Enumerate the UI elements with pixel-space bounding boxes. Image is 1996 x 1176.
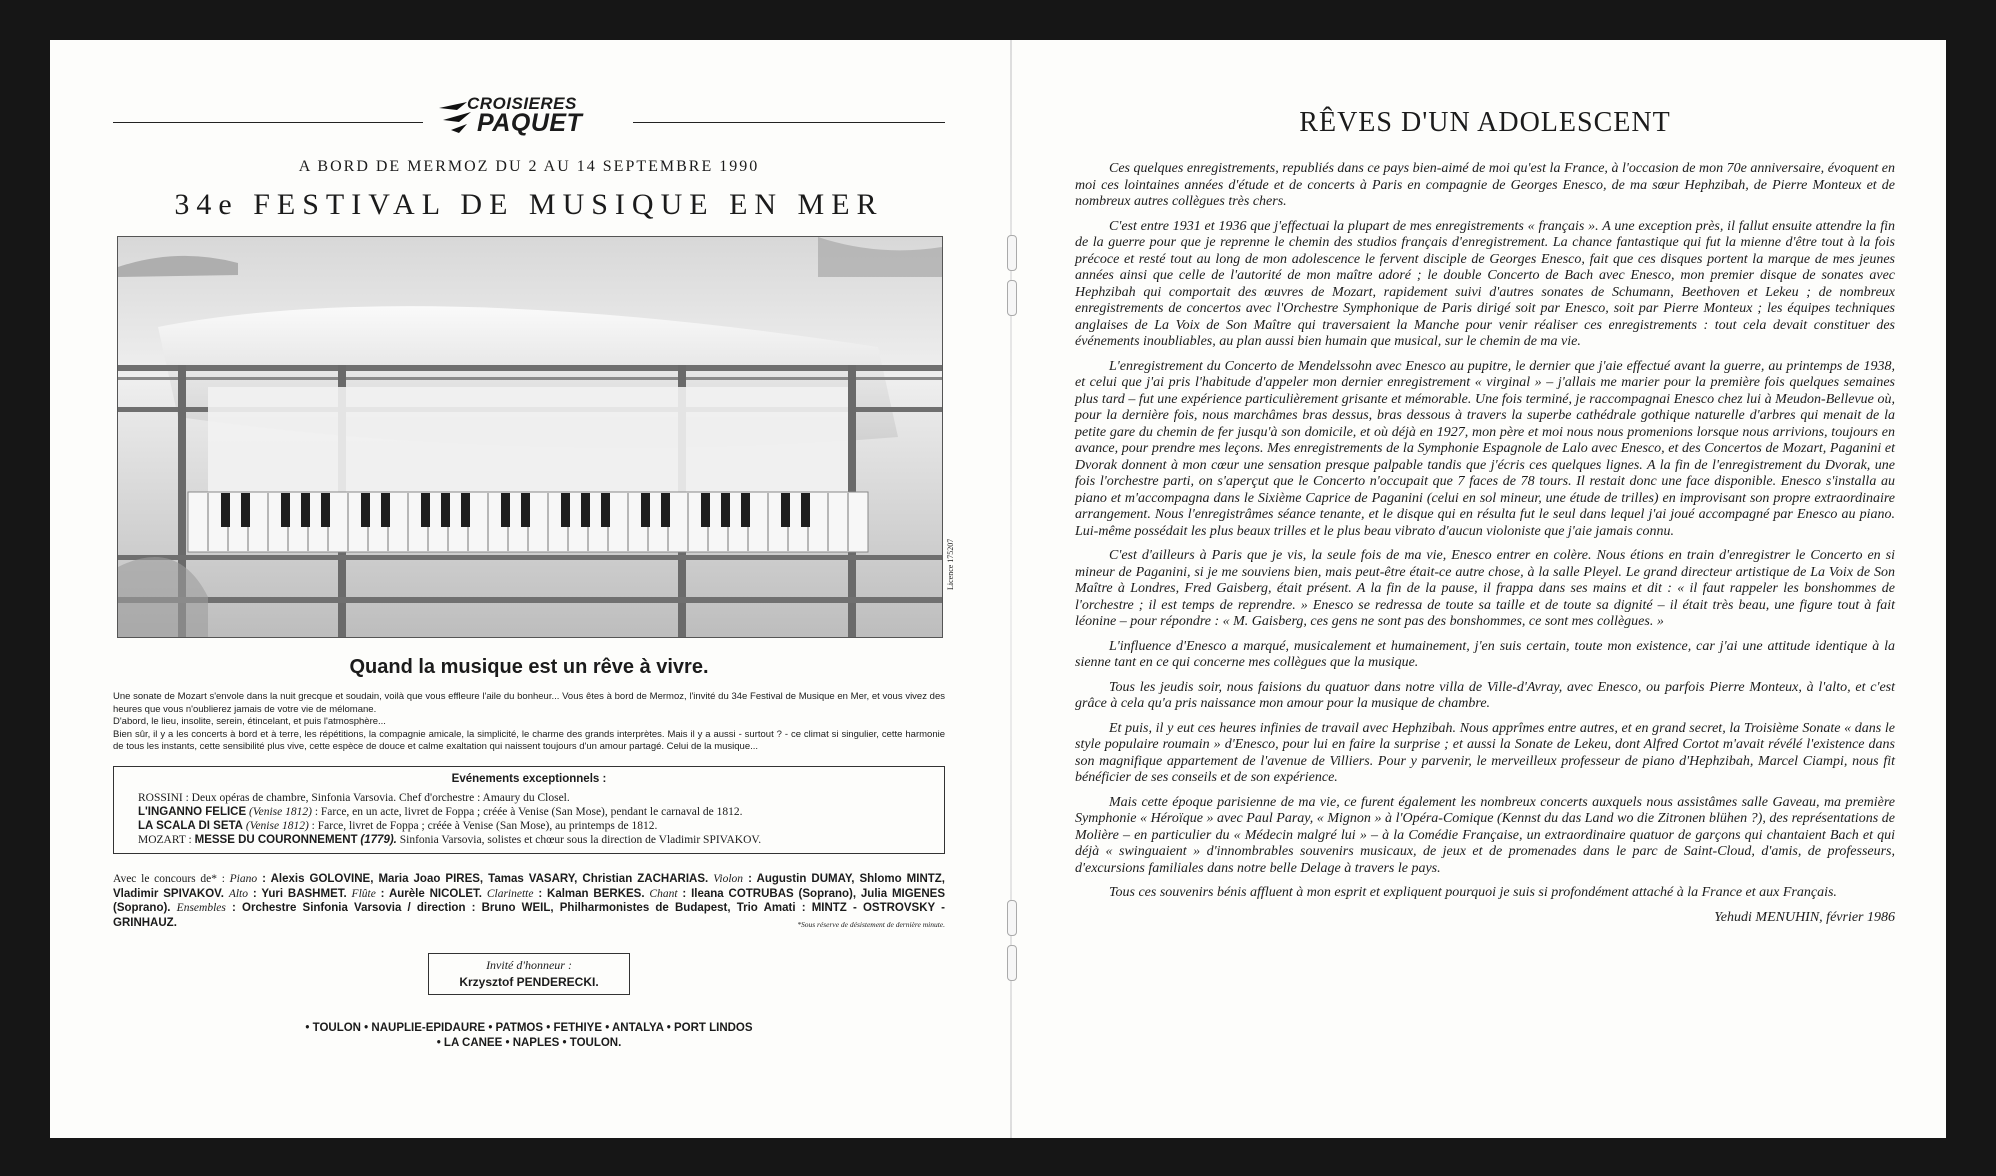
guest-of-honour-name: Krzysztof PENDERECKI. bbox=[459, 975, 599, 990]
guest-of-honour-box bbox=[428, 953, 630, 995]
staple-lower bbox=[1007, 900, 1017, 936]
intro-paragraph: Bien sûr, il y a les concerts à bord et à terre, les répétitions, la compagnie amicale, la simplicité, le charme des grands interprètes. Mais il y a aussi - surtout ? - ce climat si singulier, cette harmonie de tous les instants, cette sensibilité plus vive, cette espèce de douce et calme exaltation qui naissent toujours d'un amour partagé. Celui de la musique... bbox=[113, 728, 945, 752]
event-mozart: MOZART : MESSE DU COURONNEMENT (1779). Sinfonia Varsovia, solistes et chœur sous la direction de Vladimir SPIVAKOV. bbox=[138, 833, 762, 846]
ports-of-call bbox=[113, 1021, 945, 1051]
left-page bbox=[113, 90, 945, 1051]
logo-line2: PAQUET bbox=[477, 109, 583, 137]
essay-paragraph: Ces quelques enregistrements, republiés dans ce pays bien-aimé de moi qu'est la France, à l'occasion de mon 70e anniversaire, évoquent en moi ces lointaines années d'étude et de concerts à Paris en compagnie de Georges Enesco, de ma sœur Hephzibah, de Pierre Monteux et de nombreux autres collègues très chers. bbox=[1075, 161, 1895, 209]
brand-rule-left bbox=[113, 122, 423, 123]
event-inganno-felice: L'INGANNO FELICE (Venise 1812) : Farce, en un acte, livret de Foppa ; créée à Venise (San Mose), pendant le carnaval de 1812. bbox=[138, 806, 743, 819]
essay-paragraph: Mais cette époque parisienne de ma vie, ce furent également les nombreux concerts auxquels nous assistâmes salle Gaveau, ma première Symphonie « Héroïque » avec Paul Paray, « Mignon » à l'Opéra-Comique (Kennst du das Land wo die Zitronen blühen ?), des représentations de Molière – en particulier du « Médecin malgré lui » – à la Comédie Française, un extraordinaire quatuor de garçons qui chantaient Bach et qui déjà « swinguaient » d'innombrables souvenirs musicaux, de jeux et de promenades dans le parc de Saint-Cloud, d'amis, de professeurs, d'excursions familiales dans notre belle Delage à travers le pays. bbox=[1075, 794, 1895, 876]
staple-bottom bbox=[1007, 945, 1017, 981]
essay-body bbox=[1075, 161, 1895, 902]
croisieres-paquet-logo bbox=[433, 92, 623, 138]
brand-rule-right bbox=[633, 122, 945, 123]
essay-paragraph: Tous les jeudis soir, nous faisions du quatuor dans notre villa de Ville-d'Avray, avec Enesco, ou parfois Pierre Monteux, à l'alto, et c'est grâce à cela qu'a pris naissance mon amour pour la musique de chambre. bbox=[1075, 679, 1895, 711]
tagline: Quand la musique est un rêve à vivre. bbox=[349, 656, 709, 678]
logo-line1: CROISIERES bbox=[467, 94, 577, 113]
guest-of-honour-label: Invité d'honneur : bbox=[486, 958, 572, 973]
events-box bbox=[113, 766, 945, 855]
intro-text bbox=[113, 691, 945, 754]
intro-paragraph: Une sonate de Mozart s'envole dans la nuit grecque et soudain, voilà que vous effleure l'aile du bonheur... Vous êtes à bord de Mermoz, l'invité du 34e Festival de Musique en Mer, et vous vivez des heures que vous n'oublierez jamais de votre vie de mélomane. bbox=[113, 691, 945, 715]
festival-title: 34e FESTIVAL DE MUSIQUE EN MER bbox=[174, 188, 884, 221]
reserve-note: *Sous réserve de désistement de dernière minute. bbox=[797, 920, 945, 930]
event-scala-di-seta: LA SCALA DI SETA (Venise 1812) : Farce, livret de Foppa ; créée à Venise (San Mose), au printemps de 1812. bbox=[138, 819, 658, 832]
cruise-dates: A BORD DE MERMOZ DU 2 AU 14 SEPTEMBRE 1990 bbox=[298, 158, 760, 175]
right-page bbox=[1075, 107, 1895, 926]
essay-title: RÊVES D'UN ADOLESCENT bbox=[1299, 107, 1671, 138]
event-rossini: ROSSINI : Deux opéras de chambre, Sinfonia Varsovia. Chef d'orchestre : Amaury du Closel. bbox=[138, 792, 570, 805]
signature: Yehudi MENUHIN, février 1986 bbox=[1714, 909, 1895, 925]
essay-paragraph: Tous ces souvenirs bénis affluent à mon esprit et expliquent pourquoi je suis si profondément attaché à la France et aux Français. bbox=[1109, 885, 1837, 900]
essay-paragraph: Et puis, il y eut ces heures infinies de travail avec Hephzibah. Nous apprîmes entre autres, et en grand secret, la Troisième Sonate « dans le style populaire roumain » d'Enesco, pour lui en faire la surprise ; et aussi la Sonate de Lekeu, dont Alfred Cortot m'avait révélé l'existence dans son magnifique appartement de l'avenue de Villiers. Pour y parvenir, le merveilleux professeur de piano d'Hephzibah, Marcel Ciampi, nous fit bénéficier de ses conseils et de son expérience. bbox=[1075, 720, 1895, 785]
events-heading: Evénements exceptionnels : bbox=[451, 772, 607, 785]
brand-header bbox=[113, 90, 945, 140]
piano-photo bbox=[117, 236, 943, 638]
piano-illustration bbox=[118, 237, 942, 637]
ports-line: • LA CANEE • NAPLES • TOULON. bbox=[436, 1037, 622, 1050]
essay-paragraph: L'enregistrement du Concerto de Mendelssohn avec Enesco au pupitre, le dernier que j'aie effectué avant la guerre, au printemps de 1938, et celui que j'ai pris l'habitude d'appeler mon dernier enregistrement « virginal » – j'allais me marier pour la première fois quelques semaines plus tard – fut une expérience particulièrement grisante et mémorable. Une fois terminé, je raccompagnai Enesco chez lui à Meudon-Bellevue où, pour la dernière fois, nous marchâmes bras dessus, bras dessous à travers la superbe cathédrale gothique naturelle d'arbres qui menait de la petite gare du chemin de fer jusqu'à son domicile, et où déjà en 1927, mon père et moi nous nous promenions lorsque nous arrivions, toujours en avance, pour prendre mes leçons. Mes enregistrements de la Symphonie Espagnole de Lalo avec Enesco, et des Concertos de Mozart, Paganini et Dvorak donnent à mon cœur une sensation presque palpable tandis que j'écris ces quelques lignes. A la fin de l'enregistrement du Dvorak, une fois l'orchestre parti, on s'aperçut que le Concerto n'occupait que 7 faces de 78 tours. Il restait donc une face disponible. Enesco s'installa au piano et m'accompagna dans le Sixième Caprice de Paganini (celui en sol mineur, une étude de trilles) en improvisant son propre extraordinaire arrangement. Nous l'enregistrâmes séance tenante, et le disque qui en résulta fut le seul dans lequel j'ai joué accompagné par Enesco au piano. Lui-même possédait les plus beaux trilles et le plus beau vibrato d'aucun violoniste que j'aie jamais connu. bbox=[1075, 358, 1895, 539]
essay-paragraph: L'influence d'Enesco a marqué, musicalement et humainement, j'en suis certain, toute mon existence, car j'ai une attitude identique à la sienne tant en ce qui concerne mes collègues que la musique. bbox=[1075, 638, 1895, 670]
essay-paragraph: C'est entre 1931 et 1936 que j'effectuai la plupart de mes enregistrements « français ». A une exception près, il fallut ensuite attendre la fin de la guerre pour que je reprenne le chemin des studios français d'enregistrement. La chance fantastique qui fut la mienne d'être tout à la fois précoce et resté tout au long de mon adolescence le fervent disciple de Georges Enesco, fait que ces disques portent la marque de mes jeunes années ainsi que celle de l'autorité de mon maître adoré ; le double Concerto de Bach avec Enesco, mon premier disque de sonates avec Hephzibah qui comportait des œuvres de Mozart, rapidement suivi d'autres sonates de Schumann, Beethoven et Lekeu ; de nombreux enregistrements de concertos avec l'Orchestre Symphonique de Paris dirigé soit par Enesco, soit par Pierre Monteux ; les équipes techniques anglaises de La Voix de Son Maître qui traversaient la Manche pour venir réaliser ces enregistrements : tout cela devait constituer des événements inoubliables, au plan aussi bien humain que musical, sur le chemin de ma vie. bbox=[1075, 218, 1895, 349]
artists-list: Avec le concours de* : Piano : Alexis GOLOVINE, Maria Joao PIRES, Tamas VASARY, Christian ZACHARIAS. Violon : Augustin DUMAY, Shlomo MINTZ, Vladimir SPIVAKOV. Alto : Yuri BASHMET. Flûte : Aurèle NICOLET. Clarinette : Kalman BERKES. Chant : Ileana COTRUBAS (Soprano), Julia MIGENES (Soprano). Ensembles : Orchestre Sinfonia Varsovia / direction : Bruno WEIL, Philharmonistes de Budapest, Trio Amati : MINTZ - OSTROVSKY - GRINHAUZ. bbox=[113, 873, 945, 929]
intro-paragraph: D'abord, le lieu, insolite, serein, étincelant, et puis l'atmosphère... bbox=[113, 716, 386, 727]
essay-paragraph: C'est d'ailleurs à Paris que je vis, la seule fois de ma vie, Enesco entrer en colère. Nous étions en train d'enregistrer le Concerto en si mineur de Paganini, si je me souviens bien, mais peut-être était-ce autre chose, à la salle Pleyel. Le grand directeur artistique de La Voix de Son Maître à Londres, Fred Gaisberg, était présent. A la fin de la pause, il frappa dans ses mains et dit : « il faut rappeler les bonshommes de l'orchestre ; il est temps de reprendre. » Enesco se redressa de toute sa taille et de toute sa dignité – il était très beau, une figure tout à fait léonine – pour répondre : « M. Gaisberg, ces gens ne sont pas des bonshommes, ce sont mes collègues. » bbox=[1075, 548, 1895, 629]
staple-top bbox=[1007, 235, 1017, 271]
ports-line: • TOULON • NAUPLIE-EPIDAURE • PATMOS • FETHIYE • ANTALYA • PORT LINDOS bbox=[305, 1022, 753, 1035]
staple-upper bbox=[1007, 280, 1017, 316]
licence-number: Licence 175207 bbox=[946, 538, 955, 590]
